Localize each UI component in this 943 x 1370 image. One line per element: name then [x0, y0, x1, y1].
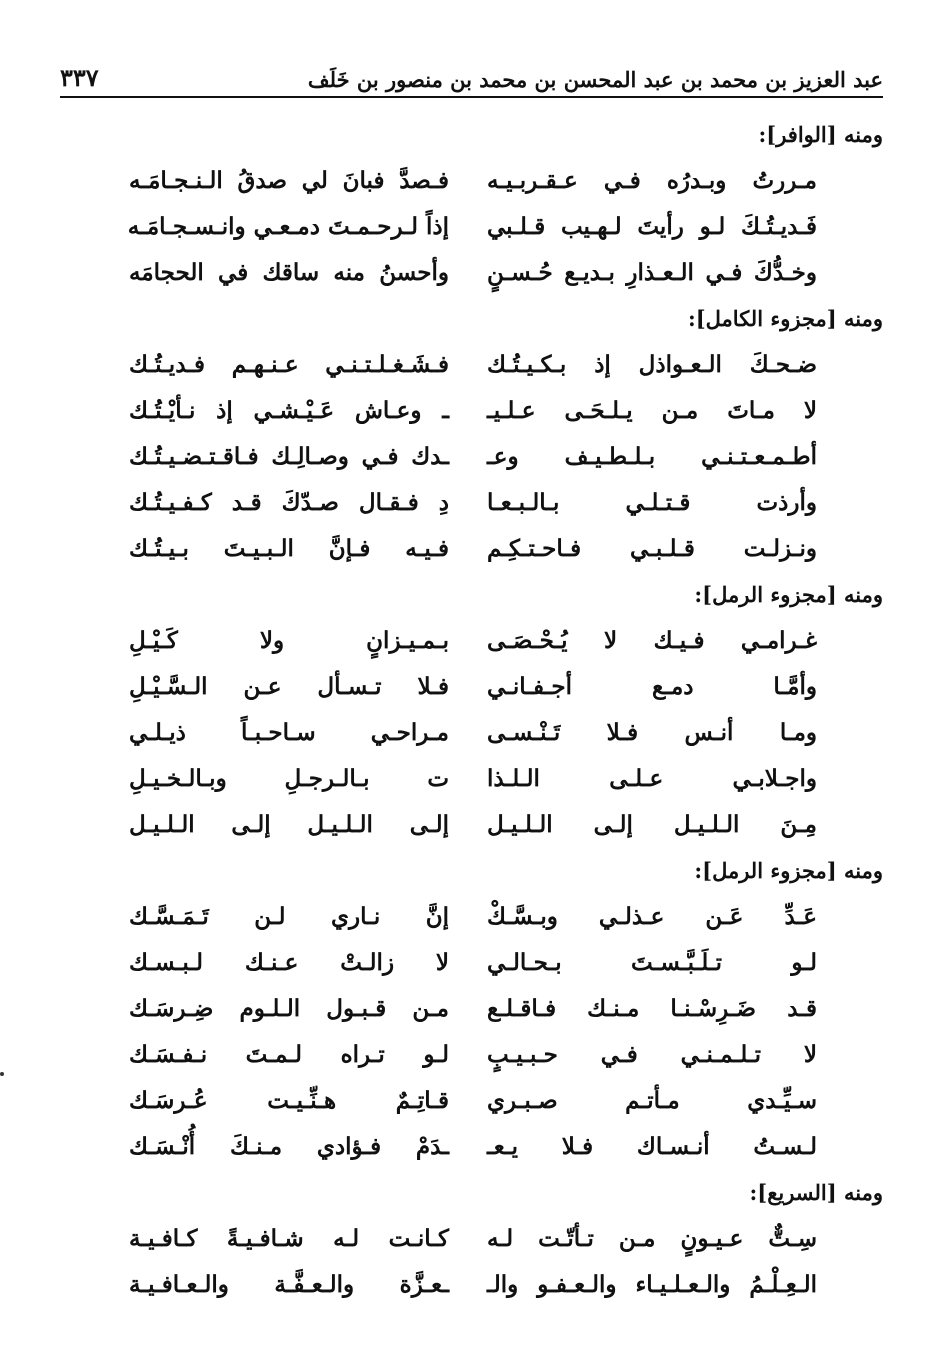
verse-line — [60, 664, 883, 710]
verse-second-hemistich: ـدك فـي وصـالِـك فـاقـتـضـيـتُـك — [129, 443, 449, 470]
verse-first-hemistich: واجـلابـي عـلـى الـلـذا — [487, 765, 817, 792]
header-title: عبد العزيز بن محمد بن عبد المحسن بن محمد بن منصور بن خَلَف — [307, 67, 883, 92]
verse-second-hemistich: لـو تـراه لـمـتَ نـفـسَـك — [129, 1041, 449, 1068]
verse-line — [60, 480, 883, 526]
verse-line — [60, 342, 883, 388]
verse-first-hemistich: وخـدُّكَ فـي الـعـذارِ بـديـع حُـسـنٍ — [487, 259, 817, 286]
verse-second-hemistich: مـن قـبـول الـلـوم ضِـرسَـك — [129, 995, 449, 1022]
section-intro: ومنه [مجزوء الرمل]: — [694, 582, 883, 607]
verse-second-hemistich: ـ وعـاش عَـيْـشـي إذ نـأيْـتُـك — [129, 397, 449, 424]
verse-second-hemistich: فـشَـغـلـتـنـي عـنـهـم فـديـتُـك — [129, 351, 449, 378]
verse-second-hemistich: فـلا تـسـأل عـن الـسَّـيْـلِ — [129, 673, 449, 700]
section-intro: ومنه [الوافر]: — [758, 122, 883, 147]
verse-second-hemistich: كـانـت لـه شـافـيـةً كـافـيـة — [129, 1225, 449, 1252]
verse-first-hemistich: قـد ضَـرِسْـنـا مـنـك فـاقـلـع — [487, 995, 817, 1022]
verse-second-hemistich: بـمـيـزانٍ ولا كَـيْـلِ — [129, 627, 449, 654]
verse-first-hemistich: مـررتُ وبـدرُه فـي عـقـربـيـه — [487, 167, 817, 194]
poem-content — [60, 112, 883, 1308]
verse-first-hemistich: وأرذت قـتـلـي بـالـبـعـا — [487, 489, 817, 516]
verse-second-hemistich: فـيـه فـإنَّ الـبـيـتَ بـيـتُـك — [129, 535, 449, 562]
page-number: ٣٣٧ — [60, 63, 99, 92]
verse-first-hemistich: وأمَّـا دمـع أجـفـانـي — [487, 673, 817, 700]
verse-second-hemistich: إذاً لـرحـمـتَ دمـعـي وانـسـجـامَـه — [127, 213, 449, 240]
verse-line — [60, 802, 883, 848]
verse-first-hemistich: ونـزلـت قـلـبـي فـاحـتـكِـم — [487, 535, 817, 562]
verse-first-hemistich: أطـمـعـتـنـي بـلـطـيـف وعـ — [487, 443, 817, 470]
verse-first-hemistich: لـو تـلَـبَّـسـتَ بـحـالـي — [487, 949, 817, 976]
verse-first-hemistich: ضـحـكَ الـعـواذل إذ بـكـيـتُـك — [487, 351, 817, 378]
verse-first-hemistich: فَـديـتُـكَ لـو رأيتَ لـهـيب قـلـبي — [487, 213, 817, 240]
section-intro: ومنه [مجزوء الرمل]: — [694, 858, 883, 883]
verse-first-hemistich: الـعِـلْـمُ والـعـلـيـاء والـعـفـو والـ — [487, 1271, 817, 1298]
verse-line — [60, 388, 883, 434]
header-rule — [60, 96, 883, 98]
verse-line — [60, 1262, 883, 1308]
verse-line — [60, 986, 883, 1032]
verse-first-hemistich: لـسـتُ أنـسـاك فـلا يـعـ — [487, 1133, 817, 1160]
verse-line — [60, 1124, 883, 1170]
verse-line — [60, 1216, 883, 1262]
verse-line — [60, 158, 883, 204]
verse-second-hemistich: وأحسنُ منه ساقك في الحجامَه — [129, 259, 449, 286]
verse-second-hemistich: ـعـزَّة والـعـفَّـة والـعـافـيـة — [129, 1271, 449, 1298]
verse-line — [60, 434, 883, 480]
verse-second-hemistich: ـدَمْ فـؤادي مـنـكَ أُنْـسَـك — [129, 1133, 449, 1160]
scan-speck — [0, 1072, 4, 1076]
verse-line — [60, 204, 883, 250]
verse-line — [60, 756, 883, 802]
verse-second-hemistich: قـاتِـمٌ هـنِّـيـت عُـرسَـك — [129, 1087, 449, 1114]
verse-first-hemistich: ومـا أنـس فـلا تَـنْـسـى — [487, 719, 817, 746]
verse-line — [60, 894, 883, 940]
verse-line — [60, 710, 883, 756]
verse-line — [60, 1032, 883, 1078]
verse-second-hemistich: دِ فـقـال صـدّكَ قـد كـفـيـتُـك — [129, 489, 449, 516]
section-intro: ومنه [مجزوء الكامل]: — [687, 306, 883, 331]
verse-first-hemistich: مِـنَ الـلـيـل إلـى الـلـيـل — [487, 811, 817, 838]
verse-line — [60, 1078, 883, 1124]
verse-second-hemistich: إنَّ نـاري لـن تَـمَـسَّـك — [129, 903, 449, 930]
verse-second-hemistich: ت بـالـرجـلِ وبـالـخـيـلِ — [129, 765, 449, 792]
verse-second-hemistich: فـصدَّ فبانَ لي صدقُ الـنـجـامَـه — [129, 167, 449, 194]
verse-first-hemistich: عَـدِّ عَـن عـذلـي وبـسَّـكْ — [487, 903, 817, 930]
verse-second-hemistich: لا زالـتْ عـنـك لـبـسـك — [129, 949, 449, 976]
verse-second-hemistich: مـراحـي سـاحـبـاً ذيـلـي — [129, 719, 449, 746]
running-header — [60, 48, 883, 92]
verse-line — [60, 250, 883, 296]
verse-line — [60, 940, 883, 986]
verse-line — [60, 526, 883, 572]
verse-first-hemistich: غـرامـي فـيـك لا يُـحْـصَـى — [487, 627, 817, 654]
verse-line — [60, 618, 883, 664]
verse-first-hemistich: سِـتٌّ عـيـونٍ مـن تـأتّـت لـه — [487, 1225, 817, 1252]
verse-second-hemistich: إلـى الـلـيـل إلـى الـلـيـل — [129, 811, 449, 838]
section-intro: ومنه [السريع]: — [749, 1180, 883, 1205]
verse-first-hemistich: لا تـلـمـنـي فـي حـبـيـبٍ — [487, 1041, 817, 1068]
verse-first-hemistich: سـيِّـدي مـأتـم صـبـري — [487, 1087, 817, 1114]
verse-first-hemistich: لا مـاتَ مـن يـلـحَـى عـلـيـ — [487, 397, 817, 424]
